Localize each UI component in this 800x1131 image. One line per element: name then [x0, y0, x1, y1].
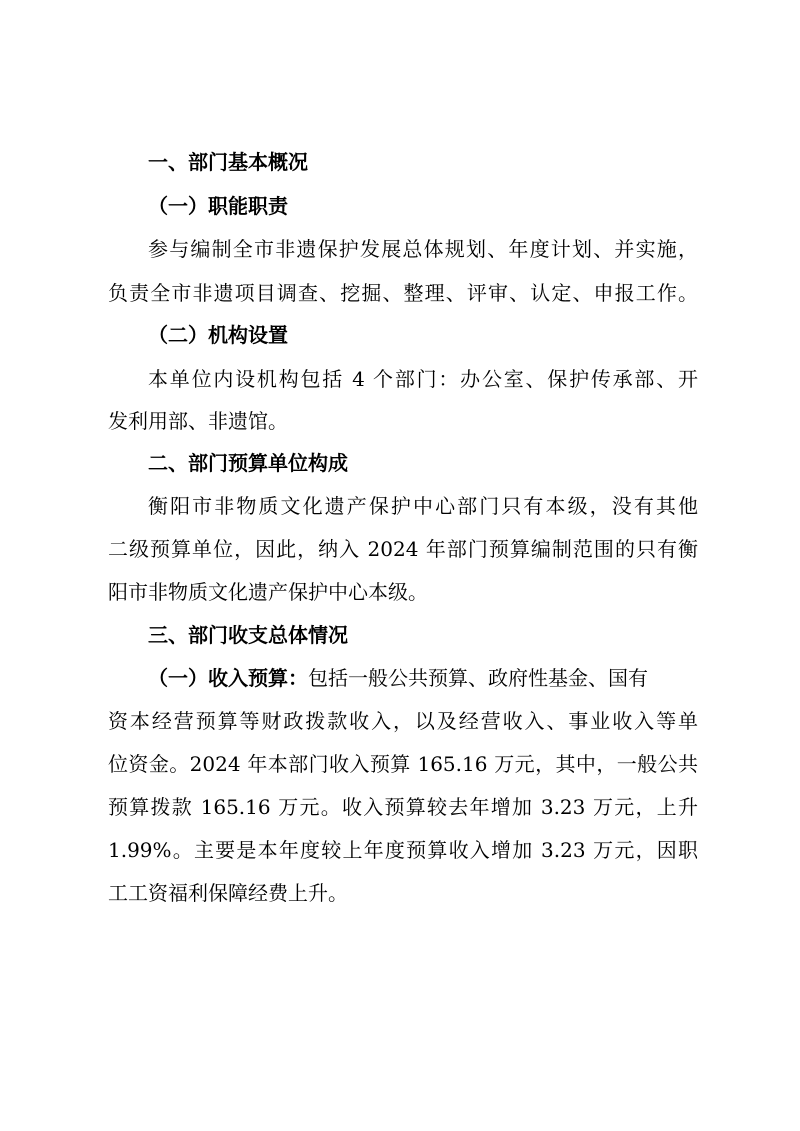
- paragraph-line: 阳市非物质文化遗产保护中心本级。: [108, 580, 428, 604]
- paragraph-line: 发利用部、非遗馆。: [108, 409, 288, 433]
- section-heading-3: 三、部门收支总体情况: [148, 623, 348, 647]
- paragraph-line: 负责全市非遗项目调查、挖掘、整理、评审、认定、申报工作。: [108, 281, 698, 305]
- paragraph-line: 资本经营预算等财政拨款收入，以及经营收入、事业收入等单: [108, 709, 698, 733]
- income-budget-label: （一）收入预算：: [148, 666, 308, 690]
- paragraph-line: 位资金。2024 年本部门收入预算 165.16 万元，其中，一般公共: [108, 752, 698, 776]
- paragraph-line: 二级预算单位，因此，纳入 2024 年部门预算编制范围的只有衡: [108, 537, 698, 561]
- section-heading-1: 一、部门基本概况: [148, 150, 308, 174]
- subsection-heading-structure: （二）机构设置: [148, 323, 288, 347]
- subsection-heading-duties: （一）职能职责: [148, 194, 288, 218]
- paragraph-line: 工工资福利保障经费上升。: [108, 881, 348, 905]
- paragraph-line: [148, 665, 698, 691]
- paragraph-text: 包括一般公共预算、政府性基金、国有: [308, 666, 648, 690]
- section-heading-2: 二、部门预算单位构成: [148, 451, 348, 475]
- paragraph-line: 1.99%。主要是本年度较上年度预算收入增加 3.23 万元，因职: [108, 838, 698, 862]
- paragraph-line: 本单位内设机构包括 4 个部门：办公室、保护传承部、开: [148, 367, 698, 391]
- paragraph-line: 参与编制全市非遗保护发展总体规划、年度计划、并实施，: [148, 237, 698, 261]
- paragraph-line: 预算拨款 165.16 万元。收入预算较去年增加 3.23 万元，上升: [108, 795, 698, 819]
- paragraph-line: 衡阳市非物质文化遗产保护中心部门只有本级，没有其他: [148, 494, 698, 518]
